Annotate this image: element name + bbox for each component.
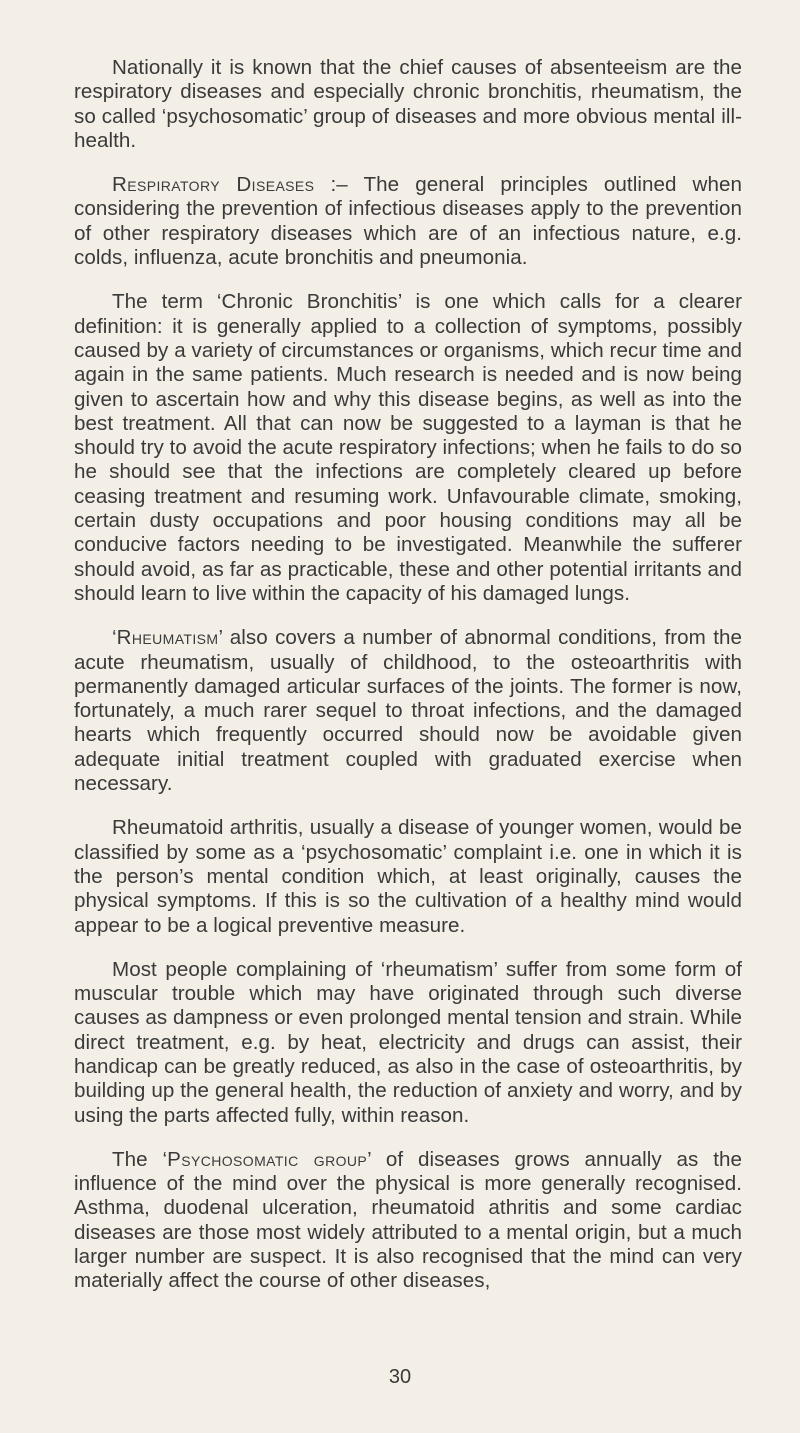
page-number: 30 bbox=[388, 1366, 412, 1388]
paragraph-respiratory-diseases bbox=[74, 173, 742, 270]
paragraph-text: :– The general principles outlined when considering the prevention of infectious diseases apply to the prevention of other respiratory diseases which are of an infectious nature, e.g. colds, influenza, acute bronchitis and pneumonia. bbox=[74, 173, 742, 270]
section-heading-psychosomatic-group: Psychosomatic group bbox=[167, 1147, 368, 1171]
paragraph-rheumatoid-arthritis: Rheumatoid arthritis, usually a disease of younger women, would be classified by some as a ‘psychosomatic’ complaint i.e. one in which it is the person’s mental condition which, at least originally, causes the physical symptoms. If this is so the cultivation of a healthy mind would appear to be a logical preventive measure. bbox=[74, 816, 742, 937]
document-page bbox=[74, 56, 742, 1314]
section-heading-rheumatism: Rheumatism bbox=[116, 626, 219, 650]
paragraph-prefix: ‘ bbox=[112, 626, 117, 650]
paragraph-chronic-bronchitis: The term ‘Chronic Bronchitis’ is one which calls for a clearer definition: it is generally applied to a collection of symptoms, possibly caused by a variety of circumstances or organisms, which recur time and again in the same patients. Much research is needed and is now being given to ascertain how and why this disease begins, as well as into the best treatment. All that can now be suggested to a layman is that he should try to avoid the acute respiratory infections; when he fails to do so he should see that the infections are completely cleared up before ceasing treatment and resuming work. Unfavourable climate, smoking, certain dusty occupations and poor housing conditions may all be conducive factors needing to be investigated. Meanwhile the sufferer should avoid, as far as practicable, these and other potential irritants and should learn to live within the capacity of his damaged lungs. bbox=[74, 290, 742, 605]
paragraph-prefix: The ‘ bbox=[112, 1147, 168, 1171]
paragraph-muscular-trouble: Most people complaining of ‘rheumatism’ suffer from some form of muscular trouble which may have originated through such diverse causes as dampness or even prolonged mental tension and strain. While direct treatment, e.g. by heat, electricity and drugs can assist, their handicap can be greatly reduced, as also in the case of osteoarthritis, by building up the general health, the reduction of anxiety and worry, and by using the parts affected fully, within reason. bbox=[74, 957, 742, 1127]
paragraph-text: ’ of diseases grows annually as the influence of the mind over the physical is more generally recognised. Asthma, duodenal ulceration, rheumatoid athritis and some cardiac diseases are those most widely attributed to a mental origin, but a much larger number are suspect. It is also recognised that the mind can very materially affect the course of other diseases, bbox=[74, 1147, 743, 1293]
paragraph-absenteeism: Nationally it is known that the chief causes of absenteeism are the respiratory diseases and especially chronic bronchitis, rheumatism, the so called ‘psychosomatic’ group of diseases and more obvious mental ill-health. bbox=[74, 56, 742, 152]
paragraph-text: ’ also covers a number of abnormal conditions, from the acute rheumatism, usually of childhood, to the osteoarthritis with permanently damaged articular surfaces of the joints. The former is now, fortunately, a much rarer sequel to throat infections, and the damaged hearts which frequently occurred should now be avoidable given adequate initial treatment coupled with graduated exercise when necessary. bbox=[74, 626, 742, 796]
paragraph-rheumatism bbox=[74, 626, 742, 796]
section-heading-respiratory-diseases: Respiratory Diseases bbox=[112, 173, 315, 197]
paragraph-psychosomatic-group bbox=[74, 1148, 742, 1294]
